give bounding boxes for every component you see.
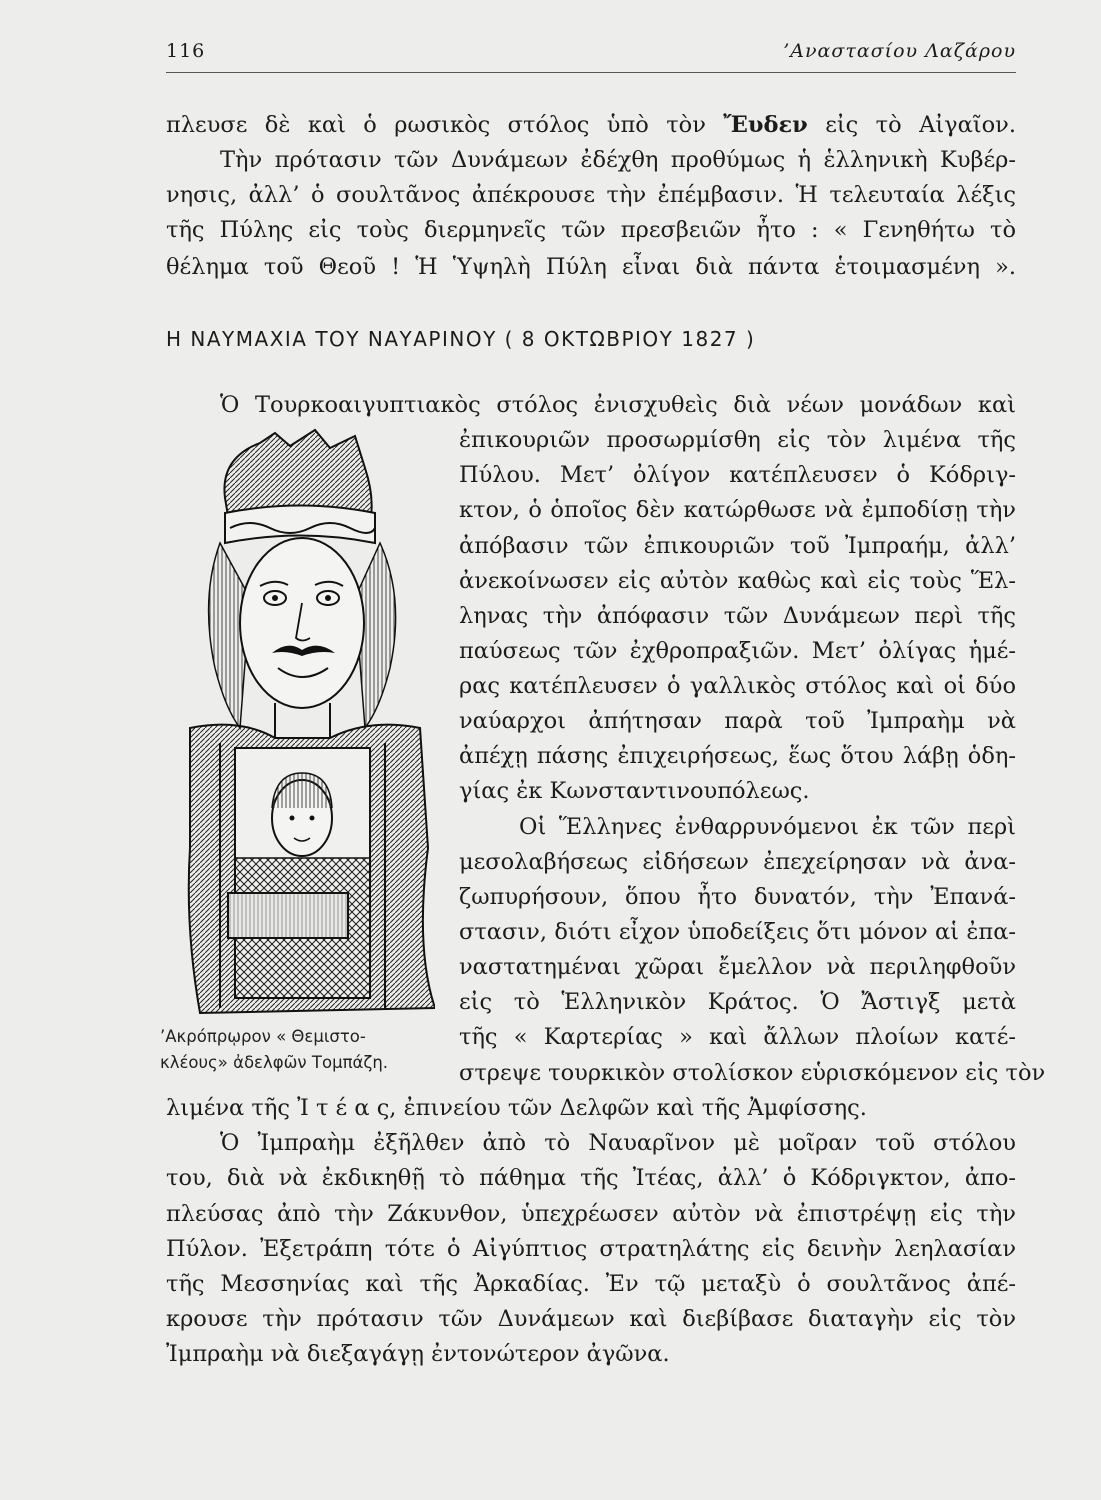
text-line: ρας κατέπλευσεν ὁ γαλλικὸς στόλος καὶ οἱ δύο (459, 673, 1016, 699)
text-line: εἰς τὸ Ἑλληνικὸν Κράτος. Ὁ Ἄστιγξ μετὰ (459, 989, 1016, 1015)
text-line: του, διὰ νὰ ἐκδικηθῇ τὸ πάθημα τῆς Ἰτέας, ἀλλ’ ὁ Κόδριγκτον, ἀπο- (166, 1165, 1016, 1191)
text-line: ναύαρχοι ἀπήτησαν παρὰ τοῦ Ἰμπραὴμ νὰ (459, 708, 1016, 734)
page-number: 116 (166, 40, 206, 62)
text-line: Ὁ Ἰμπραὴμ ἐξῆλθεν ἀπὸ τὸ Ναυαρῖνον μὲ μοῖραν τοῦ στόλου (220, 1130, 1016, 1156)
text-line: Οἱ Ἕλληνες ἐνθαρρυνόμενοι ἐκ τῶν περὶ (519, 814, 1016, 840)
text-line: Πύλον. Ἐξετράπη τότε ὁ Αἰγύπτιος στρατηλάτης εἰς δεινὴν λεηλασίαν (166, 1236, 1016, 1262)
text-line: κρουσε τὴν πρότασιν τῶν Δυνάμεων καὶ διεβίβασε διαταγὴν εἰς τὸν (166, 1306, 1016, 1332)
figurehead-illustration (180, 428, 435, 1018)
text-line: κτον, ὁ ὁποῖος δὲν κατώρθωσε νὰ ἐμποδίσῃ τὴν (459, 497, 1016, 523)
text-line: ἀνεκοίνωσεν εἰς αὐτὸν καθὼς καὶ εἰς τοὺς Ἕλ- (459, 568, 1016, 594)
text-line: μεσολαβήσεως εἰδήσεων ἐπεχείρησαν νὰ ἀνα- (459, 849, 1016, 875)
text-line: ἀπόβασιν τῶν ἐπικουριῶν τοῦ Ἰμπραήμ, ἀλλ’ (459, 533, 1016, 559)
text-line: τῆς « Καρτερίας » καὶ ἄλλων πλοίων κατέ- (459, 1024, 1016, 1050)
text-line: ναστατημέναι χῶραι ἔμελλον νὰ περιληφθοῦν (459, 954, 1016, 980)
text-line: τῆς Πύλης εἰς τοὺς διερμηνεῖς τῶν πρεσβειῶν ἦτο : « Γενηθήτω τὸ (166, 217, 1016, 243)
text-line: Πύλου. Μετ’ ὀλίγον κατέπλευσεν ὁ Κόδριγ- (459, 462, 1016, 488)
text-line: Ἰμπραὴμ νὰ διεξαγάγῃ ἐντονώτερον ἀγῶνα. (166, 1341, 670, 1367)
running-head: ’Αναστασίου Λαζάρου (783, 40, 1016, 62)
bold-name: Ἔυδεν (723, 112, 808, 138)
header-rule (166, 72, 1016, 73)
text-line: ἐπικουριῶν προσωρμίσθη εἰς τὸν λιμένα τῆς (459, 427, 1016, 453)
text-line: ληνας τὴν ἀπόφασιν τῶν Δυνάμεων περὶ τῆς (459, 603, 1016, 629)
text-line: τῆς Μεσσηνίας καὶ τῆς Ἀρκαδίας. Ἐν τῷ μεταξὺ ὁ σουλτᾶνος ἀπέ- (166, 1271, 1016, 1297)
text-line: ζωπυρήσουν, ὅπου ἦτο δυνατόν, τὴν Ἐπανά- (459, 884, 1016, 910)
text-line: παύσεως τῶν ἐχθροπραξιῶν. Μετ’ ὀλίγας ἡμέ- (459, 638, 1016, 664)
text-line: ἀπέχῃ πάσης ἐπιχειρήσεως, ἕως ὅτου λάβῃ ὁδη- (459, 743, 1016, 769)
text-line: γίας ἐκ Κωνσταντινουπόλεως. (459, 778, 810, 804)
text-line: Ὁ Τουρκοαιγυπτιακὸς στόλος ἐνισχυθεὶς διὰ νέων μονάδων καὶ (220, 392, 1016, 418)
text-line: Τὴν πρότασιν τῶν Δυνάμεων ἐδέχθη προθύμως ἡ ἑλληνικὴ Κυβέρ- (220, 147, 1016, 173)
caption-line: ’Ακρόπρῳρον « Θεμιστο- (160, 1027, 366, 1046)
text-line: λιμένα τῆς Ἰ τ έ α ς, ἐπινείου τῶν Δελφῶν καὶ τῆς Ἀμφίσσης. (166, 1095, 867, 1121)
text-line: στασιν, διότι εἶχον ὑποδείξεις ὅτι μόνον αἱ ἐπα- (459, 919, 1016, 945)
text-line: νησις, ἀλλ’ ὁ σουλτᾶνος ἀπέκρουσε τὴν ἐπέμβασιν. Ἡ τελευταία λέξις (166, 182, 1016, 208)
figure-caption (160, 1024, 445, 1076)
page-header (166, 38, 1016, 72)
text-line: πλευσε δὲ καὶ ὁ ρωσικὸς στόλος ὑπὸ τὸν Ἔυδεν εἰς τὸ Αἰγαῖον. (166, 112, 1016, 138)
text-line: στρεψε τουρκικὸν στολίσκον εὑρισκόμενον εἰς τὸν (459, 1060, 1046, 1086)
text-line: θέλημα τοῦ Θεοῦ ! Ἡ Ὑψηλὴ Πύλη εἶναι διὰ πάντα ἑτοιμασμένη ». (166, 254, 1016, 280)
section-heading: Η ΝΑΥΜΑΧΙΑ ΤΟΥ ΝΑΥΑΡΙΝΟΥ ( 8 ΟΚΤΩΒΡΙΟΥ 1827 ) (166, 327, 756, 351)
caption-line: κλέους» ἀδελφῶν Τομπάζη. (160, 1053, 389, 1072)
text-line: πλεύσας ἀπὸ τὴν Ζάκυνθον, ὑπεχρέωσεν αὐτὸν νὰ ἐπιστρέψῃ εἰς τὴν (166, 1201, 1016, 1227)
